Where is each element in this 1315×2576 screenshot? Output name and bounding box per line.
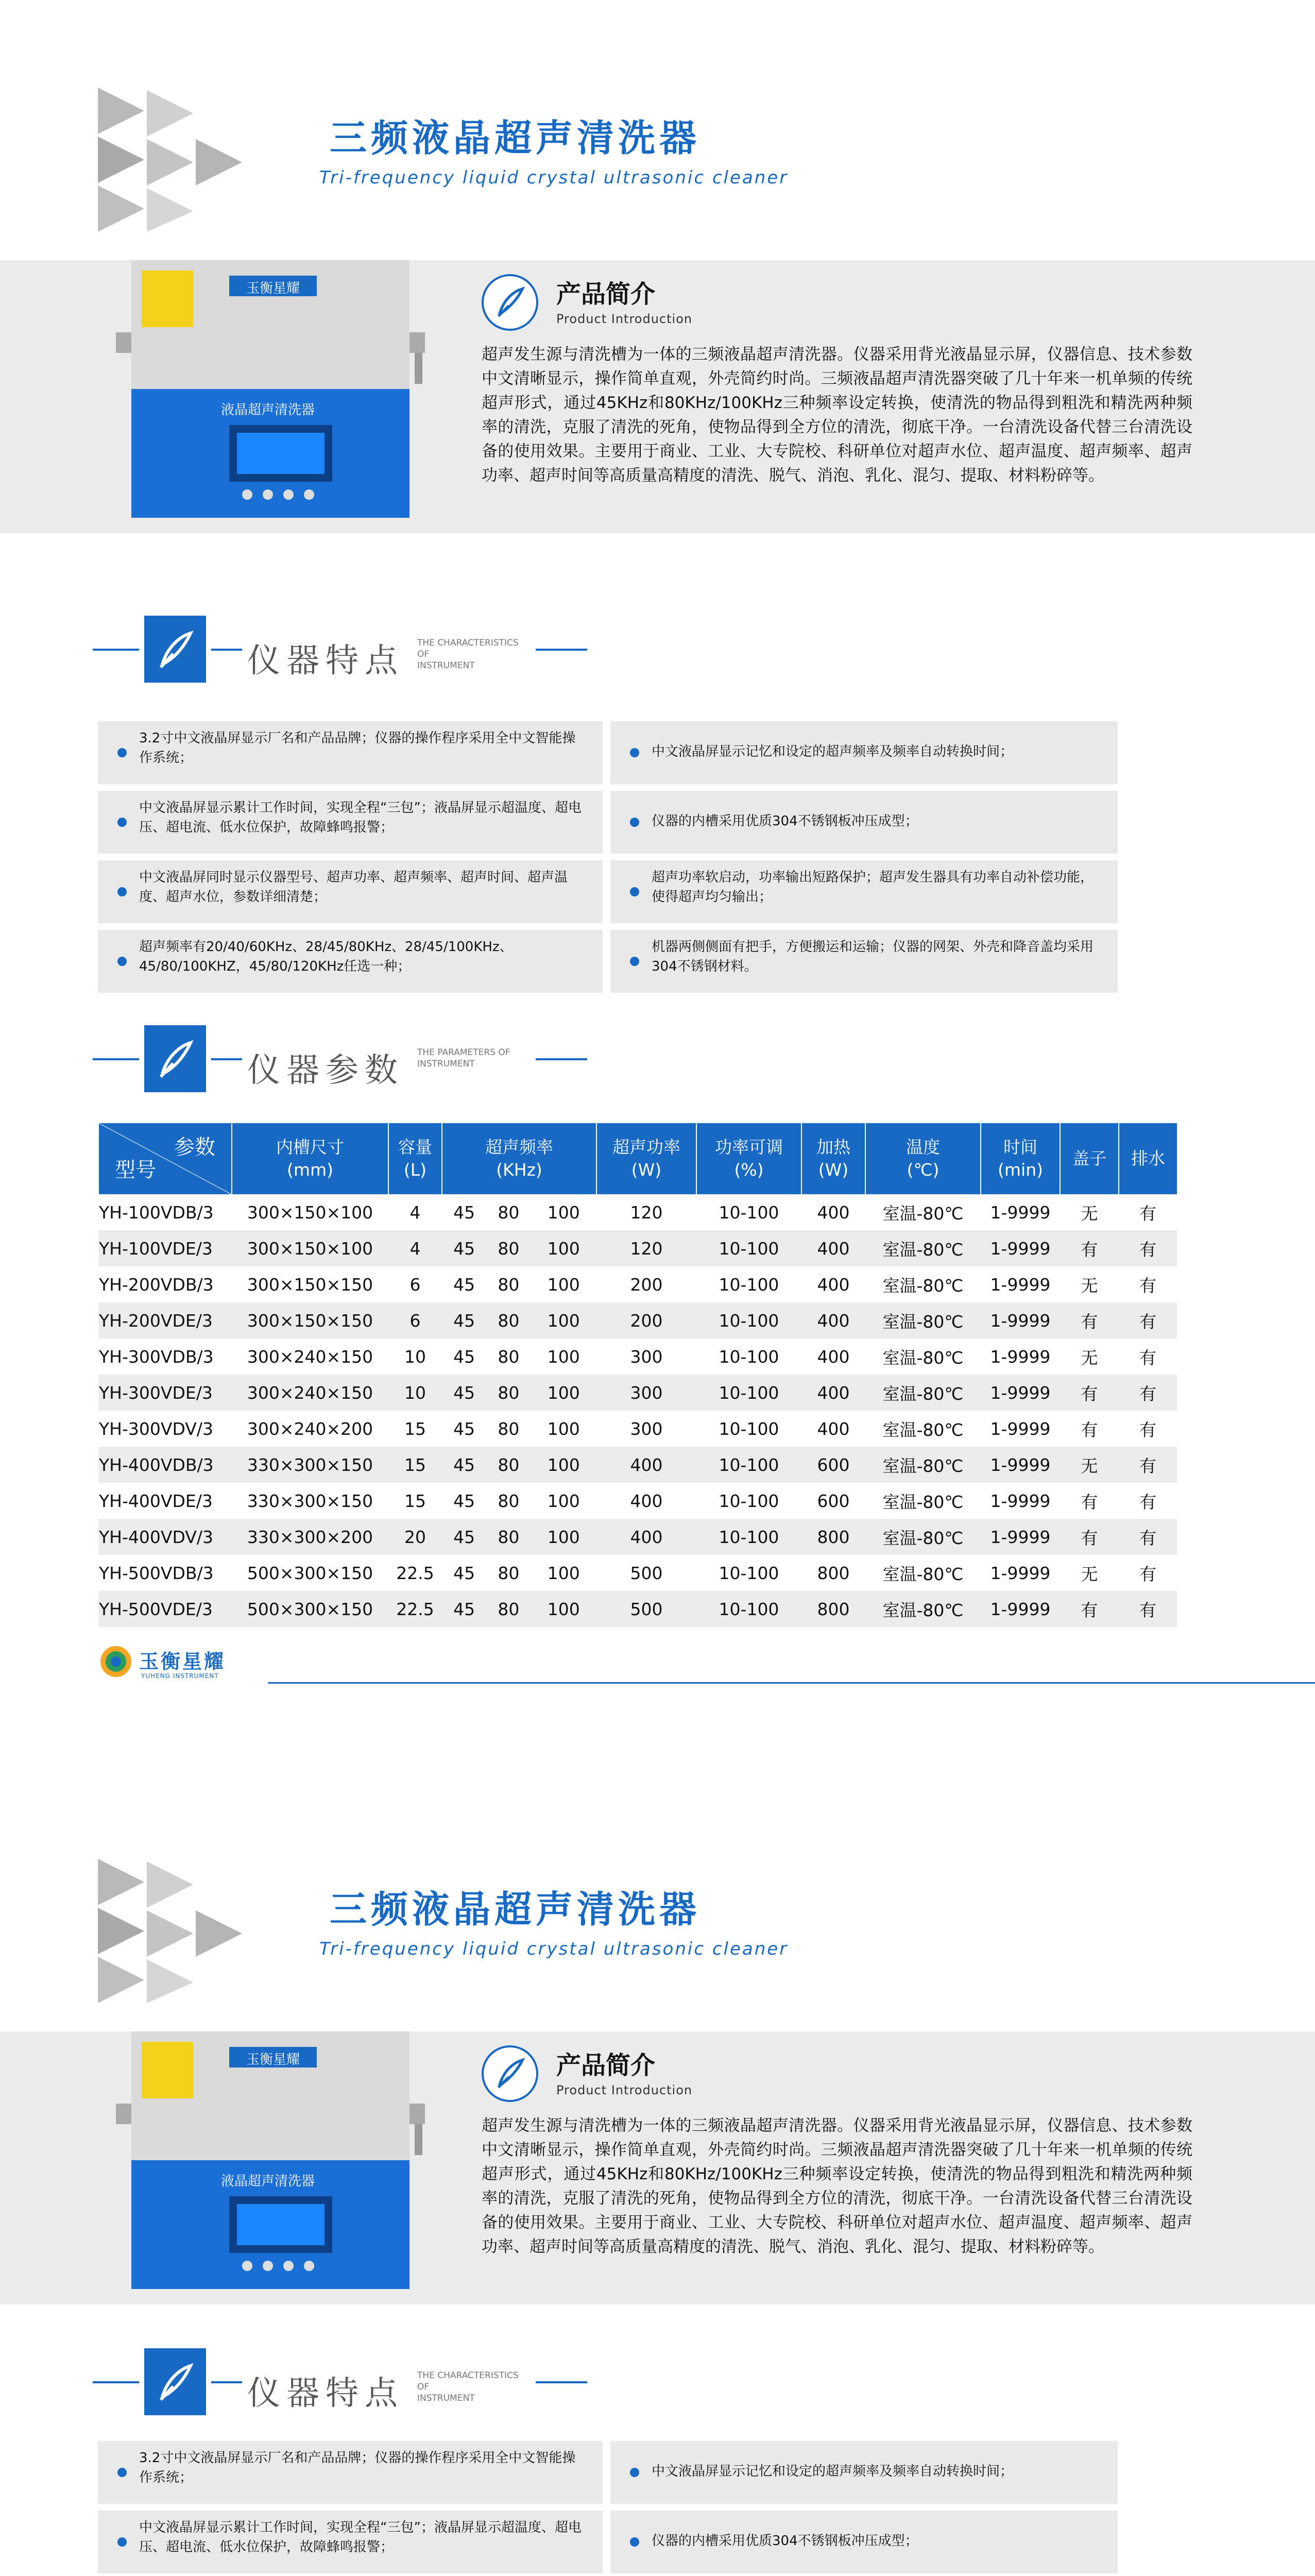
divider bbox=[536, 649, 587, 651]
header-tank: 内槽尺寸 (mm) bbox=[232, 1123, 388, 1194]
table-cell: 400 bbox=[817, 1202, 850, 1223]
table-cell: 45 bbox=[442, 1230, 486, 1266]
table-cell: 45 bbox=[442, 1447, 486, 1483]
table-cell: 室温-80℃ bbox=[882, 1203, 964, 1224]
feature-item: 3.2寸中文液晶屏显示厂名和产品品牌；仪器的操作程序采用全中文智能操作系统； bbox=[98, 2441, 603, 2504]
table-cell: 1-9999 bbox=[981, 1375, 1060, 1411]
table-cell: 400 bbox=[596, 1447, 696, 1483]
page-subtitle: Tri-frequency liquid crystal ultrasonic cleaner bbox=[319, 1939, 789, 1959]
bullet-icon bbox=[630, 887, 639, 896]
table-cell: 无 bbox=[1081, 1347, 1098, 1368]
table-cell: 10-100 bbox=[719, 1490, 779, 1511]
header-time: 时间 (min) bbox=[981, 1123, 1060, 1194]
footer-brand-cn: 玉衡星耀 bbox=[139, 1650, 226, 1673]
table-cell: 有 bbox=[1060, 1230, 1119, 1266]
table-row bbox=[98, 1302, 1177, 1338]
divider bbox=[536, 2381, 587, 2383]
divider bbox=[93, 1058, 139, 1060]
table-cell: 400 bbox=[801, 1375, 865, 1411]
table-cell: 300×150×150 bbox=[232, 1302, 388, 1338]
table-cell: 300×240×150 bbox=[232, 1375, 388, 1411]
table-cell: 1-9999 bbox=[990, 1346, 1051, 1367]
table-cell: 室温-80℃ bbox=[865, 1591, 981, 1627]
table-row bbox=[98, 1411, 1177, 1447]
bullet-icon bbox=[630, 818, 639, 827]
header-heat: 加热 (W) bbox=[801, 1123, 865, 1194]
table-cell: 500×300×150 bbox=[232, 1591, 388, 1627]
table-cell: 20 bbox=[388, 1519, 442, 1555]
table-cell: 室温-80℃ bbox=[882, 1275, 964, 1296]
features-header bbox=[93, 616, 628, 683]
model-cell: YH-200VDE/3 bbox=[98, 1302, 232, 1338]
table-cell: 400 bbox=[801, 1302, 865, 1338]
params-title: 仪器参数 bbox=[247, 1052, 404, 1090]
header-lid: 盖子 bbox=[1060, 1123, 1119, 1194]
table-cell: 有 bbox=[1139, 1203, 1156, 1224]
table-cell: 有 bbox=[1119, 1519, 1177, 1555]
table-cell: 80 bbox=[498, 1346, 520, 1367]
table-cell: 330×300×200 bbox=[232, 1519, 388, 1555]
bullet-icon bbox=[117, 957, 127, 966]
feature-item: 仪器的内槽采用优质304不锈钢板冲压成型； bbox=[610, 2511, 1118, 2573]
page-title: 三频液晶超声清洗器 bbox=[330, 116, 701, 160]
table-cell: 80 bbox=[486, 1519, 531, 1555]
table-cell: 10-100 bbox=[696, 1375, 801, 1411]
bullet-icon bbox=[630, 2537, 639, 2547]
model-cell: YH-100VDE/3 bbox=[98, 1230, 232, 1266]
table-row bbox=[98, 1230, 1177, 1266]
model-cell: YH-500VDE/3 bbox=[98, 1591, 232, 1627]
table-cell: 4 bbox=[409, 1202, 421, 1223]
table-cell: 80 bbox=[486, 1230, 531, 1266]
header-freq: 超声频率 (KHz) bbox=[442, 1123, 596, 1194]
table-cell: 100 bbox=[531, 1375, 596, 1411]
bullet-icon bbox=[117, 818, 127, 827]
features-header bbox=[93, 2348, 628, 2415]
table-cell: 有 bbox=[1139, 1564, 1156, 1584]
feature-item: 超声频率有20/40/60KHz、28/45/80KHz、28/45/100KHz、45/80/100KHZ，45/80/120KHz任选一种； bbox=[98, 930, 603, 993]
table-cell: 1-9999 bbox=[990, 1418, 1051, 1439]
table-cell: 10-100 bbox=[696, 1519, 801, 1555]
table-cell: 330×300×150 bbox=[232, 1447, 388, 1483]
table-cell: 1-9999 bbox=[990, 1490, 1051, 1511]
header-drain: 排水 bbox=[1119, 1123, 1177, 1194]
table-cell: 600 bbox=[817, 1490, 850, 1511]
table-cell: 45 bbox=[453, 1274, 475, 1295]
features-title: 仪器特点 bbox=[247, 642, 404, 680]
table-row bbox=[98, 1555, 1177, 1591]
intro-title: 产品简介 bbox=[556, 2051, 656, 2080]
intro-subtitle: Product Introduction bbox=[556, 312, 693, 326]
table-cell: 300×240×150 bbox=[247, 1346, 373, 1367]
model-cell: YH-400VDB/3 bbox=[98, 1447, 232, 1483]
footer-logo bbox=[98, 1643, 263, 1690]
table-cell: 1-9999 bbox=[981, 1591, 1060, 1627]
table-cell: 6 bbox=[388, 1302, 442, 1338]
table-cell: 4 bbox=[388, 1230, 442, 1266]
params-title-en: THE PARAMETERS OF INSTRUMENT bbox=[417, 1047, 510, 1069]
table-header bbox=[98, 1123, 1177, 1194]
table-cell: 22.5 bbox=[396, 1563, 434, 1583]
table-cell: 800 bbox=[801, 1591, 865, 1627]
table-cell: 300×150×100 bbox=[247, 1202, 373, 1223]
table-cell: 15 bbox=[404, 1490, 426, 1511]
table-cell: 100 bbox=[531, 1447, 596, 1483]
table-cell: 室温-80℃ bbox=[882, 1419, 964, 1440]
table-row bbox=[98, 1519, 1177, 1555]
table-cell: 800 bbox=[817, 1563, 850, 1583]
table-cell: 10-100 bbox=[719, 1418, 779, 1439]
model-cell: YH-300VDE/3 bbox=[98, 1375, 232, 1411]
table-cell: 100 bbox=[547, 1274, 580, 1295]
table-cell: 有 bbox=[1060, 1591, 1119, 1627]
brand-plate: 玉衡星耀 bbox=[246, 281, 300, 296]
bullet-icon bbox=[117, 2537, 127, 2547]
table-cell: 400 bbox=[817, 1274, 850, 1295]
triangle-pattern-icon bbox=[98, 1859, 283, 2003]
table-cell: 300 bbox=[596, 1375, 696, 1411]
table-row bbox=[98, 1483, 1177, 1519]
table-cell: 无 bbox=[1081, 1564, 1098, 1584]
header-adjust: 功率可调 (%) bbox=[696, 1123, 801, 1194]
spec-table-1 bbox=[98, 1123, 1177, 1627]
brand-plate: 玉衡星耀 bbox=[246, 2052, 300, 2067]
table-cell: 10 bbox=[404, 1346, 426, 1367]
model-cell: YH-100VDB/3 bbox=[99, 1202, 214, 1223]
features-title: 仪器特点 bbox=[247, 2375, 404, 2413]
feature-item: 中文液晶屏显示记忆和设定的超声频率及频率自动转换时间； bbox=[610, 2441, 1118, 2504]
divider bbox=[536, 1058, 587, 1060]
table-cell: 400 bbox=[817, 1418, 850, 1439]
bullet-icon bbox=[117, 887, 127, 896]
table-cell: 15 bbox=[388, 1447, 442, 1483]
feather-badge-icon bbox=[144, 616, 206, 683]
table-cell: 10-100 bbox=[696, 1230, 801, 1266]
table-cell: 10 bbox=[388, 1375, 442, 1411]
params-header bbox=[93, 1025, 628, 1092]
features-title-en: THE CHARACTERISTICS OF INSTRUMENT bbox=[417, 2370, 519, 2403]
table-cell: 有 bbox=[1139, 1419, 1156, 1440]
feather-badge-icon bbox=[144, 1025, 206, 1092]
table-cell: 200 bbox=[596, 1302, 696, 1338]
feature-item: 中文液晶屏同时显示仪器型号、超声功率、超声频率、超声时间、超声温度、超声水位，参数详细清楚； bbox=[98, 860, 603, 923]
feather-icon bbox=[482, 2045, 538, 2102]
divider bbox=[93, 2381, 139, 2383]
table-cell: 1-9999 bbox=[981, 1230, 1060, 1266]
table-cell: 有 bbox=[1060, 1519, 1119, 1555]
table-cell: 45 bbox=[453, 1202, 475, 1223]
table-cell: 45 bbox=[453, 1346, 475, 1367]
table-cell: 有 bbox=[1139, 1275, 1156, 1296]
table-cell: 400 bbox=[596, 1519, 696, 1555]
table-cell: 22.5 bbox=[388, 1591, 442, 1627]
table-row bbox=[98, 1591, 1177, 1627]
table-cell: 6 bbox=[409, 1274, 421, 1295]
table-cell: 室温-80℃ bbox=[865, 1230, 981, 1266]
table-cell: 300 bbox=[630, 1346, 663, 1367]
table-cell: 600 bbox=[801, 1447, 865, 1483]
panel-label: 液晶超声清洗器 bbox=[220, 402, 315, 418]
corner-bottom: 型号 bbox=[115, 1158, 156, 1182]
table-cell: 200 bbox=[630, 1274, 663, 1295]
table-cell: 1-9999 bbox=[981, 1519, 1060, 1555]
bullet-icon bbox=[630, 748, 639, 757]
table-cell: 室温-80℃ bbox=[865, 1302, 981, 1338]
model-cell: YH-300VDV/3 bbox=[99, 1418, 213, 1439]
table-cell: 1-9999 bbox=[990, 1274, 1051, 1295]
table-cell: 10-100 bbox=[719, 1563, 779, 1583]
table-cell: 100 bbox=[547, 1202, 580, 1223]
table-cell: 室温-80℃ bbox=[882, 1347, 964, 1368]
table-cell: 室温-80℃ bbox=[882, 1492, 964, 1512]
bullet-icon bbox=[117, 2468, 127, 2477]
feather-badge-icon bbox=[144, 2348, 206, 2415]
table-cell: 无 bbox=[1060, 1447, 1119, 1483]
table-cell: 100 bbox=[547, 1490, 580, 1511]
table-cell: 45 bbox=[453, 1490, 475, 1511]
table-row bbox=[98, 1375, 1177, 1411]
table-cell: 100 bbox=[547, 1418, 580, 1439]
table-cell: 300×150×100 bbox=[232, 1230, 388, 1266]
feature-item: 机器两侧侧面有把手，方便搬运和运输；仪器的网架、外壳和降音盖均采用304不锈钢材料。 bbox=[610, 930, 1118, 993]
table-cell: 有 bbox=[1119, 1447, 1177, 1483]
model-cell: YH-200VDB/3 bbox=[99, 1274, 214, 1295]
table-cell: 300×240×200 bbox=[247, 1418, 373, 1439]
feather-icon bbox=[482, 274, 538, 331]
footer-brand-en: YUHENG INSTRUMENT bbox=[141, 1672, 219, 1680]
table-cell: 300×150×150 bbox=[247, 1274, 373, 1295]
divider bbox=[93, 649, 139, 651]
table-cell: 100 bbox=[531, 1230, 596, 1266]
features-title-en: THE CHARACTERISTICS OF INSTRUMENT bbox=[417, 638, 519, 671]
table-cell: 10-100 bbox=[696, 1447, 801, 1483]
page-title: 三频液晶超声清洗器 bbox=[330, 1887, 701, 1931]
logo-icon bbox=[98, 1643, 134, 1680]
table-cell: 120 bbox=[630, 1202, 663, 1223]
intro-subtitle: Product Introduction bbox=[556, 2083, 693, 2097]
model-cell: YH-400VDV/3 bbox=[98, 1519, 232, 1555]
table-cell: 有 bbox=[1139, 1347, 1156, 1368]
triangle-pattern-icon bbox=[98, 88, 283, 232]
table-cell: 500×300×150 bbox=[247, 1563, 373, 1583]
table-cell: 室温-80℃ bbox=[882, 1564, 964, 1584]
table-cell: 有 bbox=[1060, 1302, 1119, 1338]
table-row bbox=[98, 1194, 1177, 1230]
table-cell: 45 bbox=[442, 1591, 486, 1627]
table-cell: 80 bbox=[486, 1591, 531, 1627]
intro-text: 超声发生源与清洗槽为一体的三频液晶超声清洗器。仪器采用背光液晶显示屏，仪器信息、技术参数中文清晰显示，操作简单直观，外壳简约时尚。三频液晶超声清洗器突破了几十年来一机单频的传统超声形式，通过45KHz和80KHz/100KHz三种频率设定转换，使清洗的物品得到粗洗和精洗两种频率的清洗，克服了清洗的死角，使物品得到全方位的清洗，彻底干净。一台清洗设备代替三台清洗设备的使用效果。主要用于商业、工业、大专院校、科研单位对超声水位、超声温度、超声频率、超声功率、超声时间等高质量高精度的清洗、脱气、消泡、乳化、混匀、提取、材料粉碎等。 bbox=[482, 2116, 1192, 2256]
table-cell: 45 bbox=[442, 1519, 486, 1555]
bullet-icon bbox=[630, 2468, 639, 2477]
table-cell: 330×300×150 bbox=[247, 1490, 373, 1511]
model-cell: YH-500VDB/3 bbox=[99, 1563, 214, 1583]
table-cell: 有 bbox=[1119, 1230, 1177, 1266]
table-cell: 400 bbox=[817, 1346, 850, 1367]
ultrasonic-cleaner-image bbox=[111, 260, 430, 528]
table-cell: 1-9999 bbox=[981, 1447, 1060, 1483]
table-cell: 15 bbox=[404, 1418, 426, 1439]
table-cell: 45 bbox=[453, 1563, 475, 1583]
feature-item: 超声功率软启动，功率输出短路保护；超声发生器具有功率自动补偿功能，使得超声均匀输出； bbox=[610, 860, 1118, 923]
table-cell: 有 bbox=[1119, 1591, 1177, 1627]
bullet-icon bbox=[630, 957, 639, 966]
table-cell: 400 bbox=[630, 1490, 663, 1511]
table-cell: 有 bbox=[1060, 1375, 1119, 1411]
corner-top: 参数 bbox=[174, 1136, 215, 1159]
table-cell: 80 bbox=[498, 1563, 520, 1583]
footer-divider bbox=[268, 1682, 1315, 1684]
table-cell: 有 bbox=[1119, 1302, 1177, 1338]
table-cell: 80 bbox=[486, 1375, 531, 1411]
table-cell: 80 bbox=[498, 1490, 520, 1511]
table-cell: 800 bbox=[801, 1519, 865, 1555]
table-cell: 10-100 bbox=[719, 1202, 779, 1223]
table-cell: 120 bbox=[596, 1230, 696, 1266]
table-cell: 80 bbox=[498, 1202, 520, 1223]
bullet-icon bbox=[117, 748, 127, 757]
table-cell: 500 bbox=[630, 1563, 663, 1583]
feature-item: 3.2寸中文液晶屏显示厂名和产品品牌；仪器的操作程序采用全中文智能操作系统； bbox=[98, 721, 603, 784]
header-capacity: 容量 (L) bbox=[388, 1123, 442, 1194]
header-temp: 温度 (℃) bbox=[865, 1123, 981, 1194]
feature-item: 仪器的内槽采用优质304不锈钢板冲压成型； bbox=[610, 791, 1118, 854]
divider bbox=[211, 649, 242, 651]
model-cell: YH-400VDE/3 bbox=[99, 1490, 213, 1511]
table-body bbox=[98, 1194, 1177, 1627]
table-cell: 80 bbox=[486, 1447, 531, 1483]
table-cell: 500 bbox=[596, 1591, 696, 1627]
intro-title: 产品简介 bbox=[556, 280, 656, 309]
feature-item: 中文液晶屏显示累计工作时间，实现全程“三包”；液晶屏显示超温度、超电压、超电流、低水位保护，故障蜂鸣报警； bbox=[98, 2511, 603, 2573]
table-cell: 有 bbox=[1081, 1492, 1098, 1512]
table-cell: 45 bbox=[442, 1375, 486, 1411]
table-cell: 10-100 bbox=[696, 1302, 801, 1338]
table-cell: 10-100 bbox=[719, 1274, 779, 1295]
table-cell: 10-100 bbox=[719, 1346, 779, 1367]
intro-text: 超声发生源与清洗槽为一体的三频液晶超声清洗器。仪器采用背光液晶显示屏，仪器信息、技术参数中文清晰显示，操作简单直观，外壳简约时尚。三频液晶超声清洗器突破了几十年来一机单频的传统超声形式，通过45KHz和80KHz/100KHz三种频率设定转换，使清洗的物品得到粗洗和精洗两种频率的清洗，克服了清洗的死角，使物品得到全方位的清洗，彻底干净。一台清洗设备代替三台清洗设备的使用效果。主要用于商业、工业、大专院校、科研单位对超声水位、超声温度、超声频率、超声功率、超声时间等高质量高精度的清洗、脱气、消泡、乳化、混匀、提取、材料粉碎等。 bbox=[482, 345, 1192, 485]
table-cell: 10-100 bbox=[696, 1591, 801, 1627]
table-cell: 室温-80℃ bbox=[865, 1447, 981, 1483]
divider bbox=[211, 2381, 242, 2383]
table-cell: 80 bbox=[498, 1418, 520, 1439]
table-cell: 室温-80℃ bbox=[865, 1519, 981, 1555]
divider bbox=[211, 1058, 242, 1060]
table-cell: 100 bbox=[531, 1591, 596, 1627]
header-power: 超声功率 (W) bbox=[596, 1123, 696, 1194]
table-cell: 有 bbox=[1139, 1492, 1156, 1512]
ultrasonic-cleaner-image bbox=[111, 2031, 430, 2299]
feature-item: 中文液晶屏显示记忆和设定的超声频率及频率自动转换时间； bbox=[610, 721, 1118, 784]
table-row bbox=[98, 1266, 1177, 1302]
model-cell: YH-300VDB/3 bbox=[99, 1346, 214, 1367]
table-cell: 1-9999 bbox=[990, 1202, 1051, 1223]
table-cell: 100 bbox=[531, 1519, 596, 1555]
table-row bbox=[98, 1447, 1177, 1483]
header-corner bbox=[98, 1123, 232, 1194]
table-cell: 45 bbox=[453, 1418, 475, 1439]
table-cell: 80 bbox=[486, 1302, 531, 1338]
table-cell: 1-9999 bbox=[990, 1563, 1051, 1583]
page-subtitle: Tri-frequency liquid crystal ultrasonic cleaner bbox=[319, 167, 789, 188]
table-cell: 室温-80℃ bbox=[865, 1375, 981, 1411]
table-cell: 有 bbox=[1119, 1375, 1177, 1411]
panel-label: 液晶超声清洗器 bbox=[220, 2174, 315, 2189]
feature-item: 中文液晶屏显示累计工作时间，实现全程“三包”；液晶屏显示超温度、超电压、超电流、低水位保护，故障蜂鸣报警； bbox=[98, 791, 603, 854]
page-2 bbox=[0, 1771, 1315, 2576]
table-cell: 1-9999 bbox=[981, 1302, 1060, 1338]
table-row bbox=[98, 1338, 1177, 1375]
table-cell: 100 bbox=[531, 1302, 596, 1338]
table-cell: 400 bbox=[801, 1230, 865, 1266]
table-cell: 100 bbox=[547, 1346, 580, 1367]
table-cell: 有 bbox=[1081, 1419, 1098, 1440]
table-cell: 无 bbox=[1081, 1275, 1098, 1296]
table-cell: 100 bbox=[547, 1563, 580, 1583]
table-cell: 45 bbox=[442, 1302, 486, 1338]
table-cell: 300 bbox=[630, 1418, 663, 1439]
table-cell: 无 bbox=[1081, 1203, 1098, 1224]
table-cell: 80 bbox=[498, 1274, 520, 1295]
